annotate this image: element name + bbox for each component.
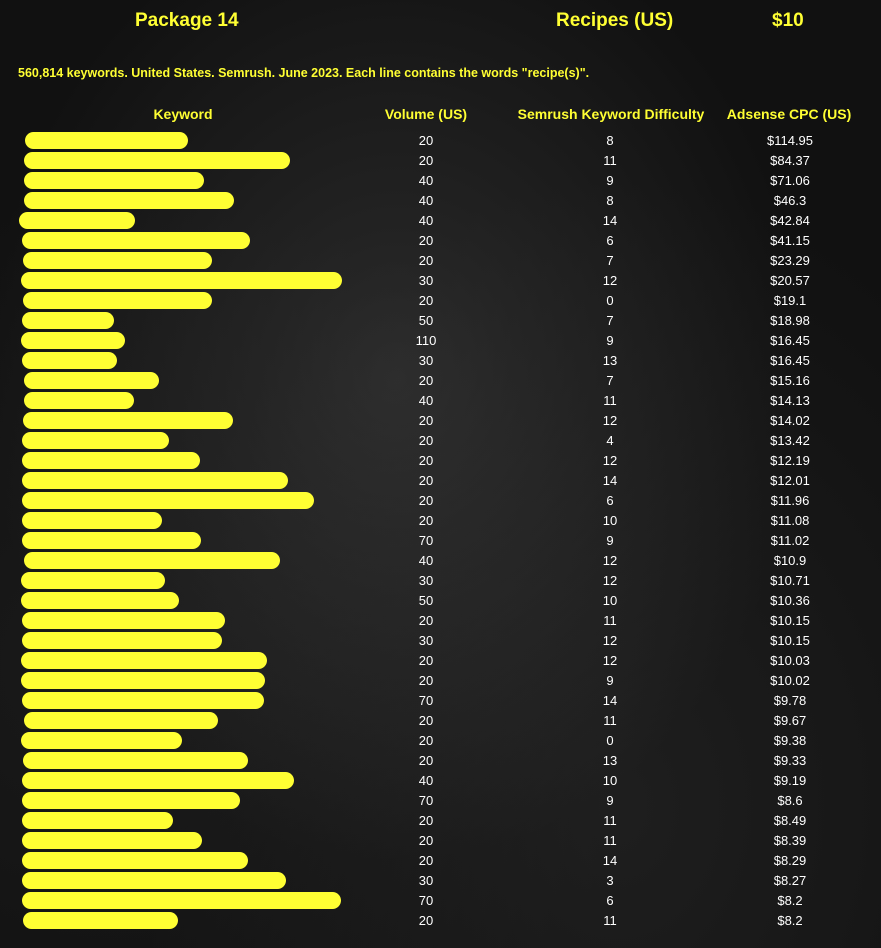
table-row — [0, 850, 881, 870]
difficulty-cell: 13 — [602, 753, 618, 768]
cpc-cell: $8.27 — [773, 873, 807, 888]
table-row — [0, 430, 881, 450]
cpc-cell: $9.19 — [773, 773, 807, 788]
cpc-cell: $14.02 — [770, 413, 810, 428]
difficulty-cell: 6 — [606, 233, 614, 248]
volume-cell: 20 — [418, 453, 434, 468]
difficulty-cell: 6 — [606, 893, 614, 908]
volume-cell: 20 — [418, 753, 434, 768]
volume-cell: 20 — [418, 433, 434, 448]
table-row — [0, 630, 881, 650]
volume-cell: 30 — [418, 633, 434, 648]
volume-cell: 30 — [418, 273, 434, 288]
volume-cell: 40 — [418, 553, 434, 568]
keyword-redaction-bar — [22, 432, 169, 449]
table-row — [0, 770, 881, 790]
keyword-redaction-bar — [21, 592, 179, 609]
difficulty-cell: 9 — [606, 333, 614, 348]
volume-cell: 20 — [418, 253, 434, 268]
keyword-redaction-bar — [22, 232, 250, 249]
column-header-difficulty: Semrush Keyword Difficulty — [517, 106, 705, 122]
keyword-redaction-bar — [23, 252, 212, 269]
volume-cell: 20 — [418, 733, 434, 748]
difficulty-cell: 12 — [602, 273, 618, 288]
volume-cell: 50 — [418, 313, 434, 328]
keyword-redaction-bar — [21, 672, 265, 689]
volume-cell: 20 — [418, 513, 434, 528]
cpc-cell: $9.38 — [773, 733, 807, 748]
volume-cell: 70 — [418, 893, 434, 908]
table-row — [0, 230, 881, 250]
table-row — [0, 870, 881, 890]
difficulty-cell: 10 — [602, 773, 618, 788]
cpc-cell: $42.84 — [770, 213, 810, 228]
difficulty-cell: 6 — [606, 493, 614, 508]
difficulty-cell: 11 — [603, 813, 617, 828]
volume-cell: 20 — [418, 833, 434, 848]
table-row — [0, 410, 881, 430]
cpc-cell: $15.16 — [770, 373, 810, 388]
difficulty-cell: 8 — [606, 133, 614, 148]
table-row — [0, 390, 881, 410]
keyword-table-body — [0, 130, 881, 930]
keyword-redaction-bar — [22, 892, 341, 909]
table-row — [0, 530, 881, 550]
volume-cell: 20 — [418, 413, 434, 428]
difficulty-cell: 9 — [606, 673, 614, 688]
difficulty-cell: 11 — [603, 833, 617, 848]
volume-cell: 20 — [418, 293, 434, 308]
difficulty-cell: 12 — [602, 653, 618, 668]
volume-cell: 30 — [418, 573, 434, 588]
difficulty-cell: 7 — [606, 313, 614, 328]
cpc-cell: $13.42 — [770, 433, 810, 448]
keyword-redaction-bar — [21, 652, 267, 669]
keyword-redaction-bar — [22, 832, 202, 849]
cpc-cell: $8.6 — [777, 793, 803, 808]
keyword-redaction-bar — [21, 272, 342, 289]
table-row — [0, 310, 881, 330]
table-row — [0, 170, 881, 190]
table-row — [0, 830, 881, 850]
difficulty-cell: 14 — [602, 473, 618, 488]
volume-cell: 40 — [418, 193, 434, 208]
table-row — [0, 250, 881, 270]
table-row — [0, 490, 881, 510]
cpc-cell: $9.67 — [773, 713, 807, 728]
cpc-cell: $71.06 — [770, 173, 810, 188]
cpc-cell: $10.36 — [770, 593, 810, 608]
table-row — [0, 710, 881, 730]
price-label: $10 — [772, 10, 804, 31]
keyword-redaction-bar — [22, 452, 200, 469]
column-header-cpc: Adsense CPC (US) — [726, 106, 852, 122]
difficulty-cell: 7 — [606, 373, 614, 388]
keyword-redaction-bar — [24, 172, 204, 189]
dataset-description: 560,814 keywords. United States. Semrush. June 2023. Each line contains the words "recipe(s)". — [18, 66, 590, 80]
volume-cell: 70 — [418, 693, 434, 708]
keyword-redaction-bar — [22, 792, 240, 809]
table-row — [0, 590, 881, 610]
table-row — [0, 450, 881, 470]
table-row — [0, 550, 881, 570]
volume-cell: 70 — [418, 533, 434, 548]
difficulty-cell: 9 — [606, 533, 614, 548]
difficulty-cell: 11 — [603, 913, 617, 928]
table-row — [0, 370, 881, 390]
volume-cell: 20 — [418, 473, 434, 488]
difficulty-cell: 12 — [602, 553, 618, 568]
volume-cell: 20 — [418, 813, 434, 828]
cpc-cell: $41.15 — [770, 233, 810, 248]
volume-cell: 20 — [418, 373, 434, 388]
volume-cell: 20 — [418, 133, 434, 148]
difficulty-cell: 8 — [606, 193, 614, 208]
volume-cell: 70 — [418, 793, 434, 808]
difficulty-cell: 3 — [606, 873, 614, 888]
volume-cell: 20 — [418, 713, 434, 728]
cpc-cell: $12.01 — [770, 473, 810, 488]
keyword-redaction-bar — [25, 132, 188, 149]
keyword-redaction-bar — [23, 292, 212, 309]
volume-cell: 110 — [415, 333, 437, 348]
volume-cell: 20 — [418, 613, 434, 628]
cpc-cell: $11.96 — [770, 493, 810, 508]
difficulty-cell: 4 — [606, 433, 614, 448]
keyword-redaction-bar — [22, 472, 288, 489]
difficulty-cell: 7 — [606, 253, 614, 268]
cpc-cell: $8.39 — [773, 833, 807, 848]
keyword-redaction-bar — [21, 572, 165, 589]
keyword-redaction-bar — [24, 152, 290, 169]
keyword-redaction-bar — [22, 772, 294, 789]
table-row — [0, 670, 881, 690]
table-row — [0, 510, 881, 530]
keyword-redaction-bar — [19, 212, 135, 229]
keyword-redaction-bar — [24, 372, 159, 389]
volume-cell: 40 — [418, 773, 434, 788]
difficulty-cell: 14 — [602, 853, 618, 868]
cpc-cell: $46.3 — [773, 193, 807, 208]
table-row — [0, 730, 881, 750]
volume-cell: 20 — [418, 853, 434, 868]
volume-cell: 20 — [418, 233, 434, 248]
keyword-redaction-bar — [22, 512, 162, 529]
cpc-cell: $8.2 — [777, 893, 803, 908]
cpc-cell: $8.29 — [773, 853, 807, 868]
keyword-redaction-bar — [24, 712, 218, 729]
difficulty-cell: 14 — [602, 213, 618, 228]
difficulty-cell: 11 — [603, 613, 617, 628]
volume-cell: 20 — [418, 493, 434, 508]
difficulty-cell: 0 — [606, 733, 614, 748]
cpc-cell: $9.78 — [773, 693, 807, 708]
keyword-redaction-bar — [22, 692, 264, 709]
keyword-redaction-bar — [22, 532, 201, 549]
column-header-keyword: Keyword — [153, 106, 213, 122]
keyword-redaction-bar — [22, 632, 222, 649]
package-title: Package 14 — [135, 10, 239, 31]
keyword-redaction-bar — [23, 912, 178, 929]
difficulty-cell: 9 — [606, 793, 614, 808]
difficulty-cell: 12 — [602, 633, 618, 648]
cpc-cell: $10.15 — [770, 613, 810, 628]
cpc-cell: $8.49 — [773, 813, 807, 828]
keyword-redaction-bar — [23, 752, 248, 769]
volume-cell: 30 — [418, 353, 434, 368]
cpc-cell: $9.33 — [773, 753, 807, 768]
difficulty-cell: 10 — [602, 593, 618, 608]
difficulty-cell: 12 — [602, 453, 618, 468]
table-row — [0, 130, 881, 150]
keyword-redaction-bar — [22, 812, 173, 829]
volume-cell: 20 — [418, 653, 434, 668]
keyword-redaction-bar — [24, 552, 280, 569]
volume-cell: 30 — [418, 873, 434, 888]
table-row — [0, 270, 881, 290]
cpc-cell: $11.08 — [770, 513, 810, 528]
volume-cell: 40 — [418, 393, 434, 408]
volume-cell: 20 — [418, 153, 434, 168]
keyword-redaction-bar — [22, 492, 314, 509]
cpc-cell: $10.71 — [770, 573, 810, 588]
cpc-cell: $10.02 — [770, 673, 810, 688]
volume-cell: 40 — [418, 173, 434, 188]
table-row — [0, 790, 881, 810]
keyword-redaction-bar — [21, 332, 125, 349]
cpc-cell: $8.2 — [777, 913, 803, 928]
cpc-cell: $12.19 — [770, 453, 810, 468]
keyword-redaction-bar — [22, 352, 117, 369]
table-row — [0, 330, 881, 350]
keyword-redaction-bar — [22, 852, 248, 869]
table-row — [0, 750, 881, 770]
cpc-cell: $20.57 — [770, 273, 810, 288]
table-row — [0, 570, 881, 590]
keyword-redaction-bar — [22, 872, 286, 889]
difficulty-cell: 14 — [602, 693, 618, 708]
difficulty-cell: 12 — [602, 573, 618, 588]
keyword-redaction-bar — [23, 412, 233, 429]
cpc-cell: $18.98 — [770, 313, 810, 328]
table-row — [0, 350, 881, 370]
keyword-redaction-bar — [21, 732, 182, 749]
cpc-cell: $23.29 — [770, 253, 810, 268]
keyword-redaction-bar — [22, 612, 225, 629]
table-row — [0, 190, 881, 210]
table-row — [0, 470, 881, 490]
cpc-cell: $84.37 — [770, 153, 810, 168]
table-row — [0, 690, 881, 710]
difficulty-cell: 11 — [603, 393, 617, 408]
volume-cell: 40 — [418, 213, 434, 228]
column-header-volume: Volume (US) — [384, 106, 468, 122]
category-title: Recipes (US) — [556, 10, 674, 31]
keyword-redaction-bar — [22, 312, 114, 329]
cpc-cell: $14.13 — [770, 393, 810, 408]
table-row — [0, 890, 881, 910]
difficulty-cell: 0 — [606, 293, 614, 308]
table-row — [0, 910, 881, 930]
difficulty-cell: 12 — [602, 413, 618, 428]
difficulty-cell: 10 — [602, 513, 618, 528]
keyword-redaction-bar — [24, 392, 134, 409]
volume-cell: 20 — [418, 913, 434, 928]
cpc-cell: $10.15 — [770, 633, 810, 648]
cpc-cell: $10.03 — [770, 653, 810, 668]
cpc-cell: $16.45 — [770, 353, 810, 368]
volume-cell: 20 — [418, 673, 434, 688]
difficulty-cell: 9 — [606, 173, 614, 188]
table-row — [0, 610, 881, 630]
table-row — [0, 650, 881, 670]
table-row — [0, 290, 881, 310]
cpc-cell: $16.45 — [770, 333, 810, 348]
cpc-cell: $10.9 — [773, 553, 807, 568]
keyword-redaction-bar — [24, 192, 234, 209]
table-row — [0, 810, 881, 830]
table-row — [0, 210, 881, 230]
cpc-cell: $19.1 — [773, 293, 807, 308]
difficulty-cell: 13 — [602, 353, 618, 368]
cpc-cell: $11.02 — [770, 533, 810, 548]
table-row — [0, 150, 881, 170]
cpc-cell: $114.95 — [766, 133, 814, 148]
difficulty-cell: 11 — [603, 153, 617, 168]
difficulty-cell: 11 — [603, 713, 617, 728]
volume-cell: 50 — [418, 593, 434, 608]
